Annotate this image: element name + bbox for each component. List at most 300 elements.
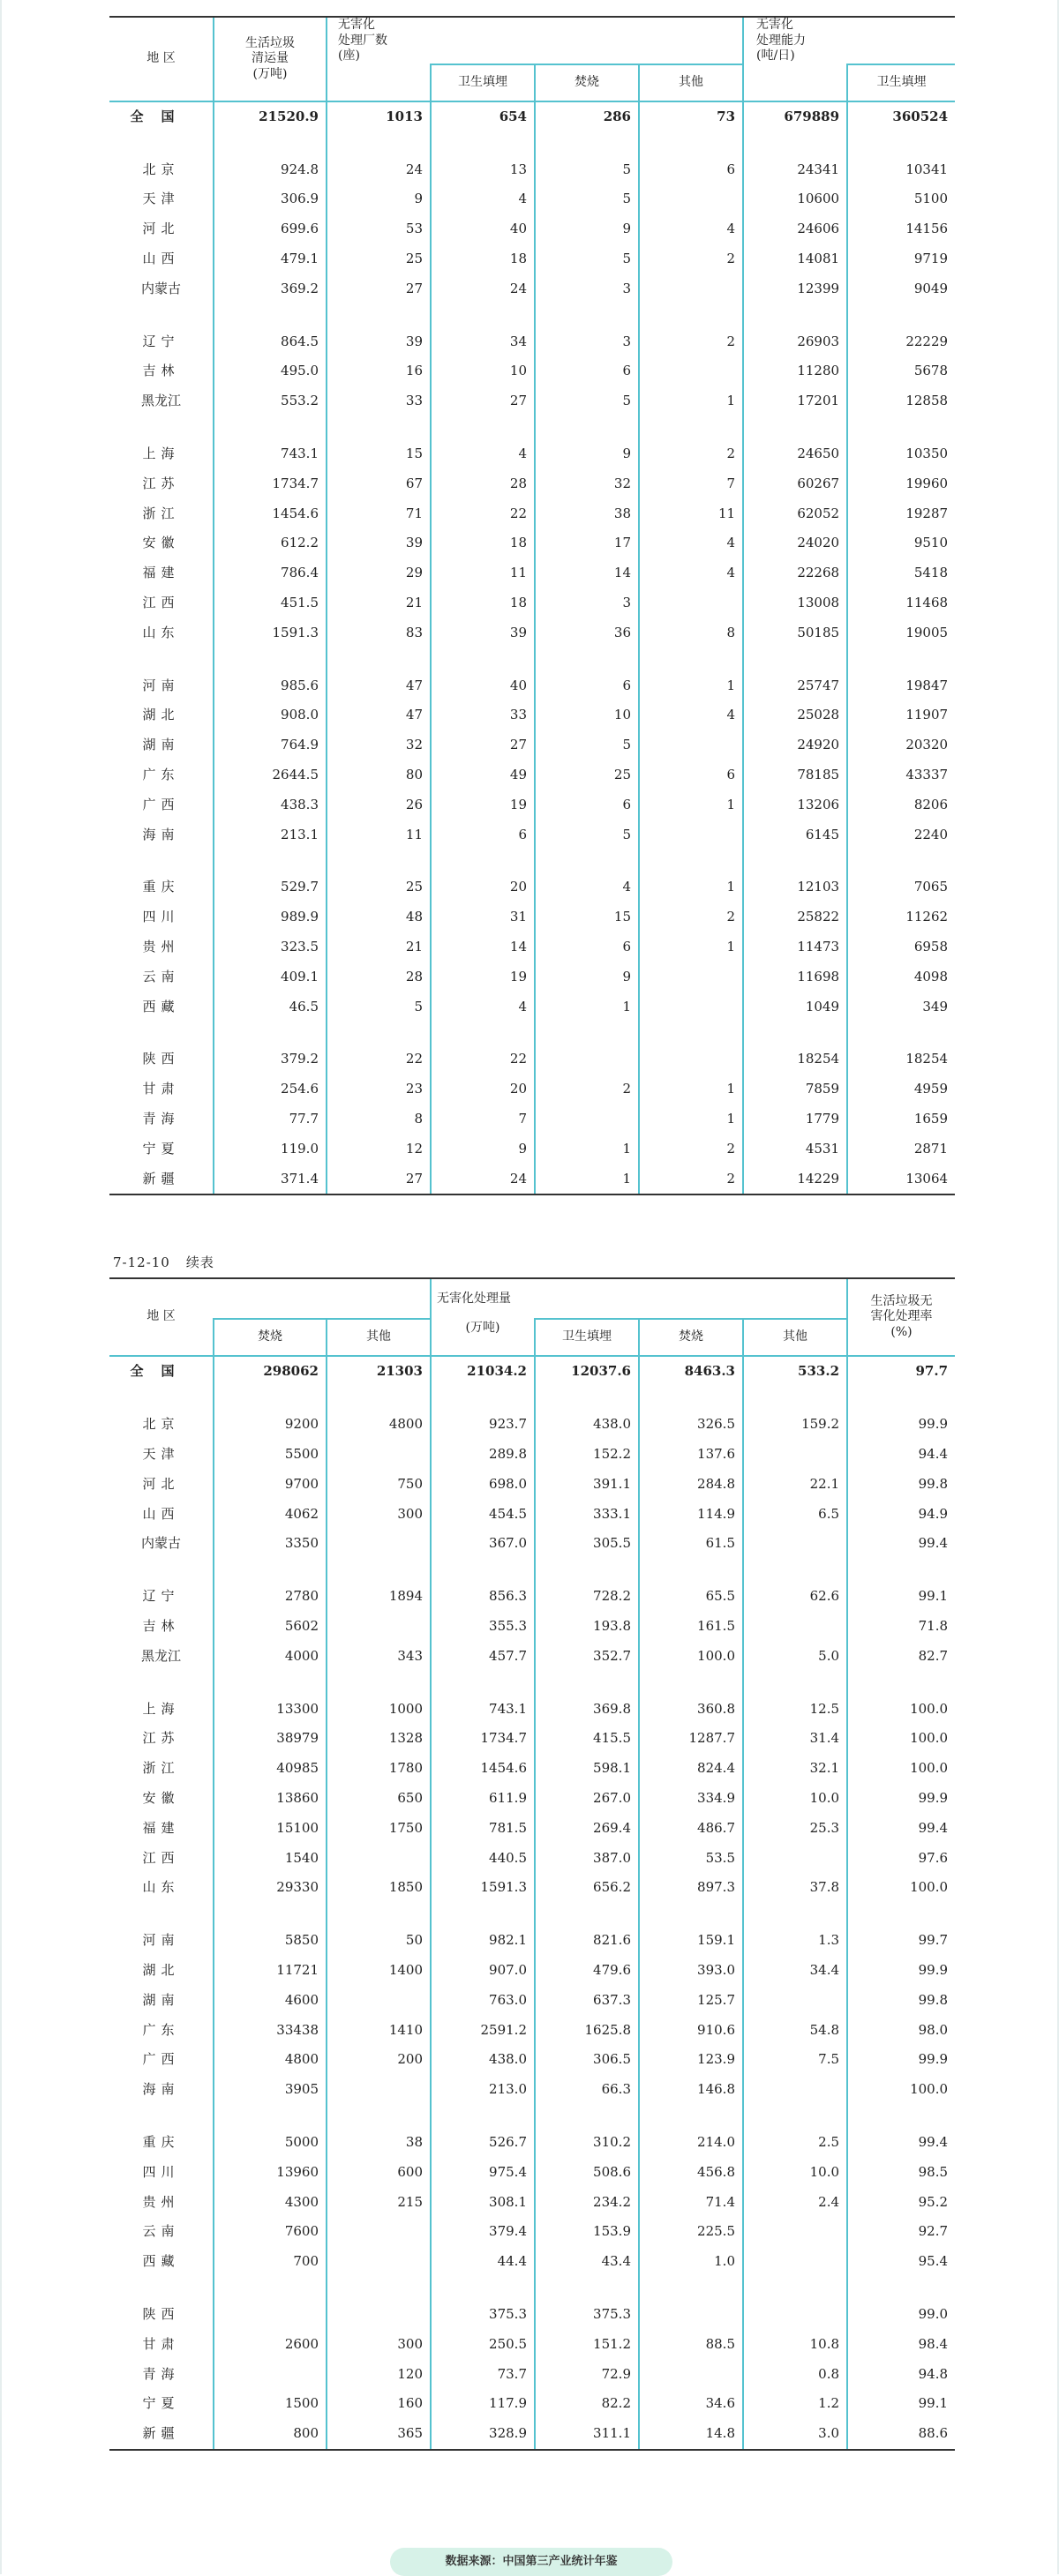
plants-cell: 33 [327,386,431,416]
cap-landfill-cell: 4959 [847,1075,955,1105]
cap-landfill-cell: 18254 [847,1045,955,1075]
rate-cell: 98.4 [847,2329,955,2359]
table-row [109,1694,955,1724]
table-row [109,184,955,214]
table-row [109,1813,955,1843]
capacity-cell: 78185 [743,760,847,790]
spacer-cell [327,648,431,670]
amt-other-cell: 62.6 [743,1582,847,1612]
region-cell: 云南 [142,2223,180,2240]
amt-incin-cell: 1.0 [639,2247,743,2277]
other-cell: 73 [639,101,743,132]
table-row [109,932,955,962]
amt-other-cell: 12.5 [743,1694,847,1724]
incin-cell: 5 [535,154,639,184]
amt-incin-cell: 159.1 [639,1926,743,1956]
amt-landfill-cell: 333.1 [535,1499,639,1529]
spacer-cell [431,131,535,154]
plants-cell: 1013 [327,101,431,132]
spacer-cell [639,1559,743,1582]
incin-cell: 9 [535,439,639,469]
amt-incin-cell: 161.5 [639,1612,743,1642]
col-amount [431,1278,535,1319]
amount-cell: 923.7 [431,1410,535,1440]
capacity-cell: 11280 [743,356,847,386]
amt-incin-cell: 897.3 [639,1873,743,1903]
cap-landfill-cell: 9510 [847,528,955,558]
landfill-cell: 10 [431,356,535,386]
rate-cell: 99.1 [847,1582,955,1612]
table-row [109,2300,955,2330]
incin-cell: 1 [535,1164,639,1194]
amt-other-cell: 2.4 [743,2187,847,2217]
spacer-cell [847,303,955,326]
plants-cell: 9 [327,184,431,214]
rate-cell: 100.0 [847,2075,955,2105]
region-cell: 海南 [142,2081,180,2098]
amt-incin-cell: 456.8 [639,2157,743,2187]
region-cell: 河北 [142,221,180,237]
spacer-cell [214,303,327,326]
spacer-cell [743,416,847,439]
incin-cell: 3905 [214,2075,327,2105]
spacer-cell [431,648,535,670]
spacer-cell [639,416,743,439]
other-cell: 4 [639,700,743,730]
table-row [109,244,955,274]
rate-cell: 99.4 [847,2128,955,2158]
table-row [109,1641,955,1671]
rate-cell: 98.5 [847,2157,955,2187]
region-cell: 陕西 [142,1051,180,1067]
region-cell: 辽宁 [142,1588,180,1605]
table-row [109,2157,955,2187]
amt-incin-cell: 326.5 [639,1410,743,1440]
amount-cell: 367.0 [431,1529,535,1559]
spacer-cell [535,1559,639,1582]
amt-incin-cell: 137.6 [639,1440,743,1470]
region-cell: 新疆 [109,1164,214,1194]
region-cell: 黑龙江 [140,1647,181,1664]
incin-cell: 5 [535,184,639,214]
col-plant-landfill: 卫生填埋 [431,64,535,101]
spacer-cell [109,1387,214,1410]
plants-cell: 25 [327,244,431,274]
amt-landfill-cell: 82.2 [535,2389,639,2419]
table-row [109,820,955,850]
spacer-cell [847,1671,955,1694]
amt-other-cell: 10.0 [743,1784,847,1814]
table-row [109,588,955,618]
volume-cell: 1591.3 [214,618,327,648]
capacity-cell: 25822 [743,902,847,932]
table-part-1-body [109,101,955,1195]
other-cell [327,1612,431,1642]
amount-cell: 2591.2 [431,2015,535,2045]
spacer-cell [847,2105,955,2128]
plants-cell: 21 [327,588,431,618]
col-rate: 生活垃圾无 害化处理率 (%) [847,1278,955,1356]
incin-cell: 40985 [214,1754,327,1784]
incin-cell: 5 [535,244,639,274]
amt-other-cell: 159.2 [743,1410,847,1440]
table-row [109,2075,955,2105]
amt-other-cell: 5.0 [743,1641,847,1671]
incin-cell: 6 [535,790,639,820]
amount-cell: 21034.2 [431,1356,535,1387]
region-cell: 湖南 [142,1991,180,2008]
amt-other-cell [743,2075,847,2105]
other-cell: 600 [327,2157,431,2187]
group-spacer [109,850,955,872]
table-row [109,2329,955,2359]
incin-cell: 7600 [214,2217,327,2247]
plants-cell: 71 [327,498,431,528]
cap-landfill-cell: 9719 [847,244,955,274]
other-cell: 8 [639,618,743,648]
spacer-cell [327,1559,431,1582]
group-spacer [109,131,955,154]
spacer-cell [431,850,535,872]
region-cell: 上海 [142,1700,180,1717]
other-cell: 21303 [327,1356,431,1387]
amt-other-cell: 3.0 [743,2419,847,2450]
other-cell: 1 [639,932,743,962]
volume-cell: 119.0 [214,1134,327,1164]
capacity-cell: 1779 [743,1105,847,1134]
amt-landfill-cell: 352.7 [535,1641,639,1671]
spacer-cell [743,648,847,670]
region-cell: 青海 [142,1111,180,1127]
volume-cell: 438.3 [214,790,327,820]
plants-cell: 39 [327,528,431,558]
amt-landfill-cell: 598.1 [535,1754,639,1784]
plants-cell: 5 [327,992,431,1022]
cap-landfill-cell: 14156 [847,214,955,244]
other-cell [639,962,743,992]
amount-cell: 1591.3 [431,1873,535,1903]
col-cap-landfill: 卫生填埋 [847,64,955,101]
amt-incin-cell [639,2359,743,2389]
table-row [109,2128,955,2158]
volume-cell: 989.9 [214,902,327,932]
capacity-cell: 24650 [743,439,847,469]
region-cell: 甘肃 [142,1081,180,1097]
table-row [109,326,955,356]
plants-cell: 23 [327,1075,431,1105]
table-row [109,730,955,760]
spacer-cell [327,2105,431,2128]
amount-cell: 379.4 [431,2217,535,2247]
region-cell: 福建 [142,565,180,581]
amt-landfill-cell: 387.0 [535,1843,639,1873]
table-row [109,1754,955,1784]
group-spacer [109,1387,955,1410]
region-cell: 吉林 [142,1617,180,1634]
cap-landfill-cell: 4098 [847,962,955,992]
region-cell: 内蒙古 [140,280,181,296]
table-continued: 续表 [185,1254,214,1270]
amt-landfill-cell: 311.1 [535,2419,639,2450]
amount-cell: 526.7 [431,2128,535,2158]
spacer-cell [214,850,327,872]
spacer-cell [743,2105,847,2128]
amt-incin-cell: 214.0 [639,2128,743,2158]
volume-cell: 306.9 [214,184,327,214]
incin-cell: 13300 [214,1694,327,1724]
region-cell: 广东 [142,767,180,783]
landfill-cell: 49 [431,760,535,790]
incin-cell: 33438 [214,2015,327,2045]
region-cell: 河南 [142,677,180,693]
table-row [109,962,955,992]
capacity-cell: 25028 [743,700,847,730]
amount-cell: 457.7 [431,1641,535,1671]
amt-landfill-cell: 479.6 [535,1956,639,1986]
other-cell: 1750 [327,1813,431,1843]
other-cell: 200 [327,2045,431,2075]
table-row [109,1105,955,1134]
region-cell: 浙江 [142,505,180,521]
spacer-cell [109,131,214,154]
region-cell: 广西 [142,2051,180,2068]
spacer-cell [847,131,955,154]
other-cell [327,2247,431,2277]
cap-landfill-cell: 8206 [847,790,955,820]
region-cell: 海南 [142,826,180,842]
table-row [109,1440,955,1470]
other-cell: 1780 [327,1754,431,1784]
other-cell: 1850 [327,1873,431,1903]
capacity-cell: 60267 [743,468,847,498]
incin-cell: 5 [535,386,639,416]
spacer-cell [535,1671,639,1694]
landfill-cell: 9 [431,1134,535,1164]
incin-cell: 1 [535,1134,639,1164]
table-caption [113,1253,214,1271]
amt-incin-cell: 100.0 [639,1641,743,1671]
other-cell: 6 [639,760,743,790]
spacer-cell [535,2277,639,2300]
amt-landfill-cell: 306.5 [535,2045,639,2075]
spacer-cell [327,2277,431,2300]
other-cell: 650 [327,1784,431,1814]
rate-cell: 99.9 [847,2045,955,2075]
spacer-cell [847,1387,955,1410]
region-cell: 宁夏 [142,2395,180,2412]
rate-cell: 100.0 [847,1724,955,1754]
amount-cell: 856.3 [431,1582,535,1612]
volume-cell: 369.2 [214,273,327,303]
table-part-2 [109,1277,955,2451]
rate-cell: 71.8 [847,1612,955,1642]
amount-cell: 308.1 [431,2187,535,2217]
cap-landfill-cell: 10341 [847,154,955,184]
table-row [109,992,955,1022]
amount-cell: 250.5 [431,2329,535,2359]
capacity-cell: 11473 [743,932,847,962]
table-row [109,2389,955,2419]
plants-cell: 12 [327,1134,431,1164]
spacer-cell [639,1387,743,1410]
group-spacer [109,1671,955,1694]
landfill-cell: 4 [431,439,535,469]
incin-cell: 3350 [214,1529,327,1559]
table-row [109,1582,955,1612]
cap-landfill-cell: 5678 [847,356,955,386]
amt-incin-cell: 334.9 [639,1784,743,1814]
rate-cell: 99.4 [847,1529,955,1559]
plants-cell: 15 [327,439,431,469]
amt-other-cell [743,2217,847,2247]
amt-landfill-cell: 72.9 [535,2359,639,2389]
other-cell [327,2075,431,2105]
amt-incin-cell: 125.7 [639,1985,743,2015]
other-cell: 343 [327,1641,431,1671]
landfill-cell: 34 [431,326,535,356]
amount-cell: 440.5 [431,1843,535,1873]
region-cell: 重庆 [142,879,180,895]
capacity-cell: 12399 [743,273,847,303]
spacer-cell [109,850,214,872]
amount-cell: 781.5 [431,1813,535,1843]
region-cell: 全国 [130,1363,192,1380]
amt-landfill-cell: 375.3 [535,2300,639,2330]
landfill-cell: 39 [431,618,535,648]
col-plant-other: 其他 [639,64,743,101]
incin-cell: 29330 [214,1873,327,1903]
spacer-cell [535,1903,639,1926]
group-spacer [109,1559,955,1582]
table-row [109,872,955,902]
table-row [109,498,955,528]
amt-landfill-cell: 310.2 [535,2128,639,2158]
incin-cell: 38 [535,498,639,528]
table-row [109,2359,955,2389]
volume-cell: 612.2 [214,528,327,558]
landfill-cell: 18 [431,528,535,558]
rate-cell: 99.0 [847,2300,955,2330]
amt-other-cell: 0.8 [743,2359,847,2389]
amt-other-cell: 34.4 [743,1956,847,1986]
amt-landfill-cell: 728.2 [535,1582,639,1612]
amt-landfill-cell: 637.3 [535,1985,639,2015]
spacer-cell [327,131,431,154]
region-cell: 湖北 [142,707,180,723]
region-cell: 山西 [142,251,180,267]
rate-cell: 100.0 [847,1873,955,1903]
incin-cell: 32 [535,468,639,498]
table-row [109,2419,955,2450]
incin-cell: 10 [535,700,639,730]
total-row [109,1356,955,1387]
amt-landfill-cell: 391.1 [535,1469,639,1499]
amt-landfill-cell: 269.4 [535,1813,639,1843]
volume-cell: 371.4 [214,1164,327,1194]
amount-cell: 611.9 [431,1784,535,1814]
rate-cell: 99.1 [847,2389,955,2419]
spacer-cell [214,1559,327,1582]
amt-incin-cell: 360.8 [639,1694,743,1724]
cap-landfill-cell: 19960 [847,468,955,498]
spacer-cell [743,1387,847,1410]
cap-landfill-cell: 5100 [847,184,955,214]
region-cell: 云南 [142,968,180,985]
amt-incin-cell: 123.9 [639,2045,743,2075]
group-spacer [109,2105,955,2128]
table-row [109,528,955,558]
plants-cell: 80 [327,760,431,790]
amt-incin-cell: 486.7 [639,1813,743,1843]
table-row [109,273,955,303]
landfill-cell: 18 [431,244,535,274]
rate-cell: 97.6 [847,1843,955,1873]
amt-landfill-cell: 66.3 [535,2075,639,2105]
landfill-cell: 40 [431,214,535,244]
col-amt-landfill: 卫生填埋 [535,1319,639,1356]
spacer-cell [327,850,431,872]
spacer-cell [743,2277,847,2300]
other-cell [639,356,743,386]
amount-cell: 289.8 [431,1440,535,1470]
plants-cell: 83 [327,618,431,648]
capacity-cell: 25747 [743,670,847,700]
rate-cell: 99.9 [847,1956,955,1986]
landfill-cell: 18 [431,588,535,618]
landfill-cell: 4 [431,184,535,214]
other-cell [639,730,743,760]
spacer-cell [431,416,535,439]
spacer-cell [639,2277,743,2300]
spacer-cell [639,1671,743,1694]
amt-other-cell: 37.8 [743,1873,847,1903]
other-cell: 7 [639,468,743,498]
cap-landfill-cell: 7065 [847,872,955,902]
spacer-cell [535,1022,639,1045]
landfill-cell: 27 [431,730,535,760]
incin-cell: 6 [535,932,639,962]
incin-cell: 9 [535,962,639,992]
other-cell: 2 [639,244,743,274]
other-cell: 750 [327,1469,431,1499]
rate-cell: 95.2 [847,2187,955,2217]
amt-landfill-cell: 267.0 [535,1784,639,1814]
rate-cell: 94.4 [847,1440,955,1470]
region-cell: 上海 [142,446,180,462]
table-row [109,1843,955,1873]
spacer-cell [214,1903,327,1926]
group-spacer [109,1022,955,1045]
incin-cell: 36 [535,618,639,648]
other-cell: 160 [327,2389,431,2419]
table-row [109,154,955,184]
region-cell: 湖南 [142,737,180,753]
amt-other-cell: 22.1 [743,1469,847,1499]
other-cell: 2 [639,902,743,932]
spacer-cell [431,1671,535,1694]
other-cell: 11 [639,498,743,528]
spacer-cell [847,850,955,872]
region-cell: 吉林 [142,363,180,379]
landfill-cell: 6 [431,820,535,850]
region-cell: 广西 [142,796,180,812]
cap-landfill-cell: 43337 [847,760,955,790]
capacity-cell: 14081 [743,244,847,274]
region-cell: 四川 [142,909,180,925]
amt-other-cell: 54.8 [743,2015,847,2045]
amt-other-cell: 10.0 [743,2157,847,2187]
spacer-cell [214,648,327,670]
